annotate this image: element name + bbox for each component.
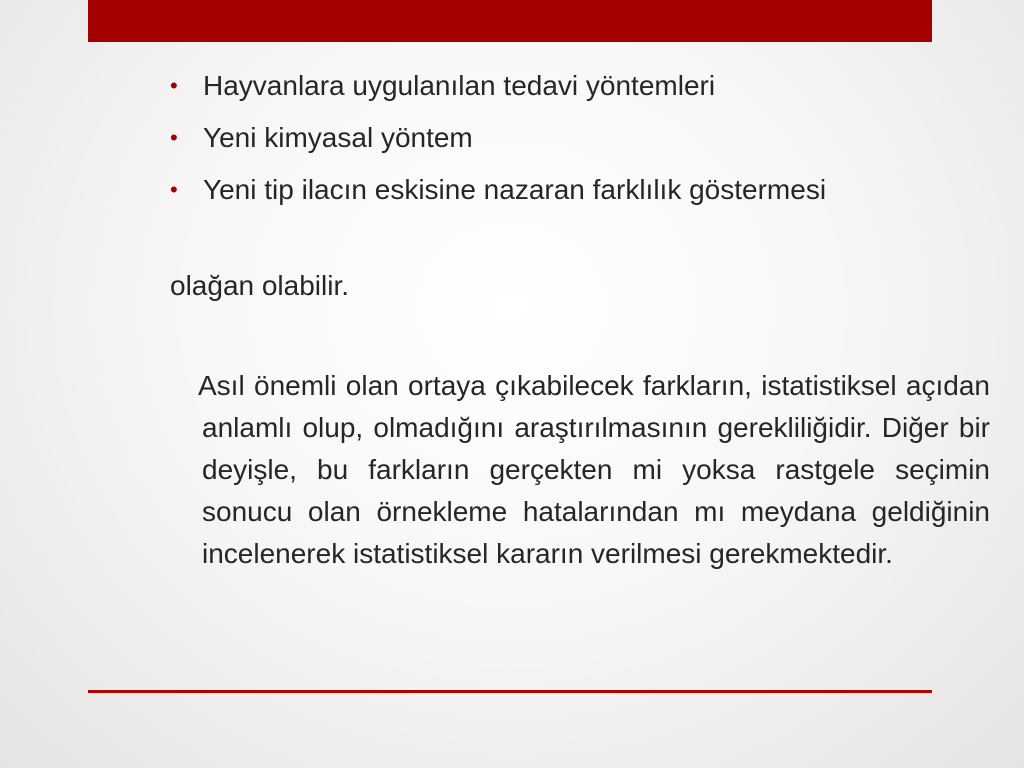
bottom-divider xyxy=(88,690,932,693)
bullet-item xyxy=(170,164,826,216)
bullet-text: Yeni kimyasal yöntem xyxy=(203,122,473,153)
bullet-list xyxy=(170,60,826,216)
plain-text-line: olağan olabilir. xyxy=(170,270,350,301)
bullet-icon: • xyxy=(170,125,178,150)
bullet-item xyxy=(170,60,826,112)
bullet-icon: • xyxy=(170,73,178,98)
body-paragraph: Asıl önemli olan ortaya çıkabilecek farkların, istatistiksel açıdan anlamlı olup, olmadığını araştırılmasının gerekliliğidir. Diğer bir deyişle, bu farkların gerçekten mi yoksa rastgele seçimin sonucu olan örnekleme hatalarından mı meydana geldiğinin incelenerek istatistiksel kararın verilmesi gerekmektedir. xyxy=(198,370,990,569)
bullet-text: Yeni tip ilacın eskisine nazaran farklılık göstermesi xyxy=(203,174,827,205)
bullet-text: Hayvanlara uygulanılan tedavi yöntemleri xyxy=(203,70,716,101)
top-accent-bar xyxy=(88,0,932,42)
bullet-icon: • xyxy=(170,177,178,202)
bullet-item xyxy=(170,112,826,164)
